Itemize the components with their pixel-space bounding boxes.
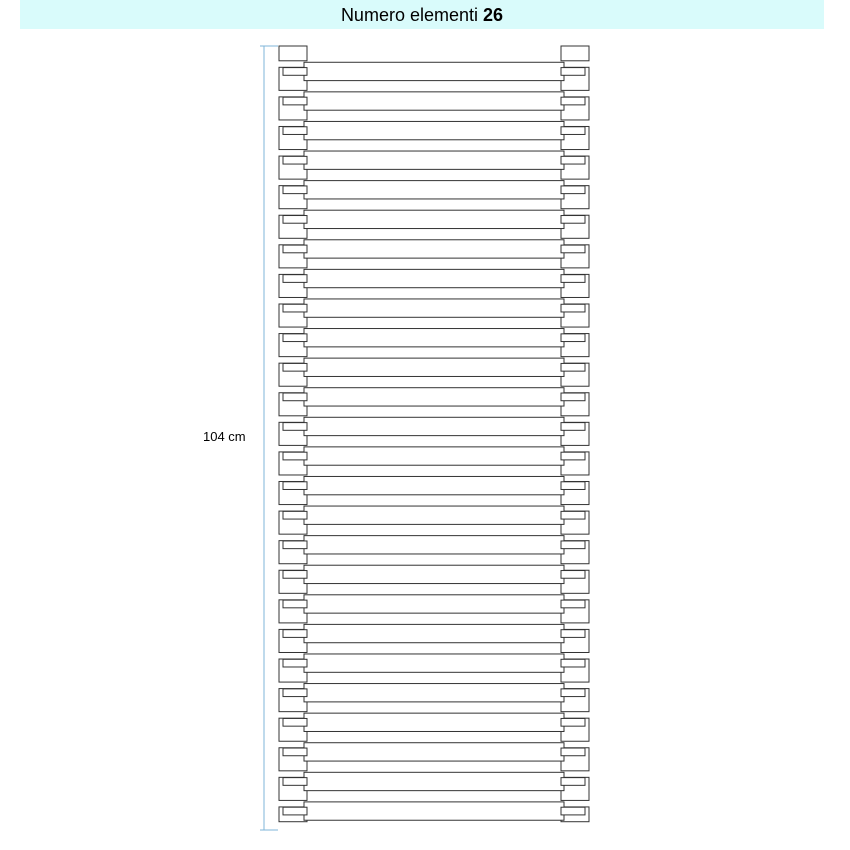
radiator-bar (304, 654, 564, 672)
left-bar-fitting (283, 423, 307, 431)
left-bar-fitting (283, 304, 307, 312)
radiator-bar (304, 92, 564, 110)
radiator-bar (304, 121, 564, 139)
radiator-bar (304, 388, 564, 406)
left-bar-fitting (283, 630, 307, 638)
right-bar-fitting (561, 275, 585, 283)
left-bar-fitting (283, 778, 307, 786)
right-bar-fitting (561, 363, 585, 371)
left-bar-fitting (283, 571, 307, 579)
left-bar-fitting (283, 748, 307, 756)
right-bar-fitting (561, 659, 585, 667)
left-bar-fitting (283, 393, 307, 401)
radiator-bar (304, 595, 564, 613)
right-bar-fitting (561, 600, 585, 608)
radiator-bar (304, 624, 564, 642)
radiator-bar (304, 476, 564, 494)
element-count-value: 26 (483, 5, 504, 25)
radiator-bar (304, 772, 564, 790)
right-bar-fitting (561, 393, 585, 401)
left-bar-fitting (283, 216, 307, 224)
left-bar-fitting (283, 156, 307, 164)
left-bar-fitting (283, 275, 307, 283)
right-bar-fitting (561, 127, 585, 135)
left-bar-fitting (283, 363, 307, 371)
right-bar-fitting (561, 689, 585, 697)
left-bar-fitting (283, 452, 307, 460)
radiator-bar (304, 447, 564, 465)
radiator-bar (304, 684, 564, 702)
radiator-bar (304, 62, 564, 80)
radiator-bar (304, 713, 564, 731)
left-bar-fitting (283, 807, 307, 815)
element-count-label: Numero elementi (340, 5, 478, 25)
left-bar-fitting (283, 689, 307, 697)
left-bar-fitting (283, 600, 307, 608)
height-label: 104 cm (203, 429, 246, 444)
left-bar-fitting (283, 511, 307, 519)
left-bar-fitting (283, 718, 307, 726)
right-bar-fitting (561, 748, 585, 756)
left-collector-segment (279, 46, 307, 61)
radiator-bars (283, 62, 585, 820)
radiator-bar (304, 565, 564, 583)
radiator-bar (304, 151, 564, 169)
right-bar-fitting (561, 245, 585, 253)
right-bar-fitting (561, 482, 585, 490)
right-bar-fitting (561, 186, 585, 194)
left-bar-fitting (283, 97, 307, 105)
height-dimension-line (260, 46, 278, 830)
radiator-bar (304, 743, 564, 761)
radiator-bar (304, 210, 564, 228)
right-bar-fitting (561, 334, 585, 342)
radiator-bar (304, 802, 564, 820)
right-bar-fitting (561, 216, 585, 224)
radiator-bar (304, 181, 564, 199)
radiator-bar (304, 299, 564, 317)
right-bar-fitting (561, 718, 585, 726)
right-bar-fitting (561, 68, 585, 76)
radiator-bar (304, 240, 564, 258)
left-bar-fitting (283, 245, 307, 253)
right-bar-fitting (561, 156, 585, 164)
left-bar-fitting (283, 482, 307, 490)
left-bar-fitting (283, 541, 307, 549)
left-bar-fitting (283, 68, 307, 76)
radiator-bar (304, 417, 564, 435)
right-bar-fitting (561, 511, 585, 519)
right-bar-fitting (561, 304, 585, 312)
radiator-bar (304, 358, 564, 376)
left-bar-fitting (283, 186, 307, 194)
radiator-bar (304, 536, 564, 554)
left-bar-fitting (283, 659, 307, 667)
radiator-bar (304, 506, 564, 524)
radiator-bar (304, 329, 564, 347)
radiator-bar (304, 269, 564, 287)
left-bar-fitting (283, 127, 307, 135)
right-bar-fitting (561, 452, 585, 460)
right-bar-fitting (561, 630, 585, 638)
left-bar-fitting (283, 334, 307, 342)
right-bar-fitting (561, 807, 585, 815)
right-bar-fitting (561, 97, 585, 105)
right-collector-segment (561, 46, 589, 61)
right-bar-fitting (561, 571, 585, 579)
right-bar-fitting (561, 778, 585, 786)
right-bar-fitting (561, 423, 585, 431)
right-bar-fitting (561, 541, 585, 549)
